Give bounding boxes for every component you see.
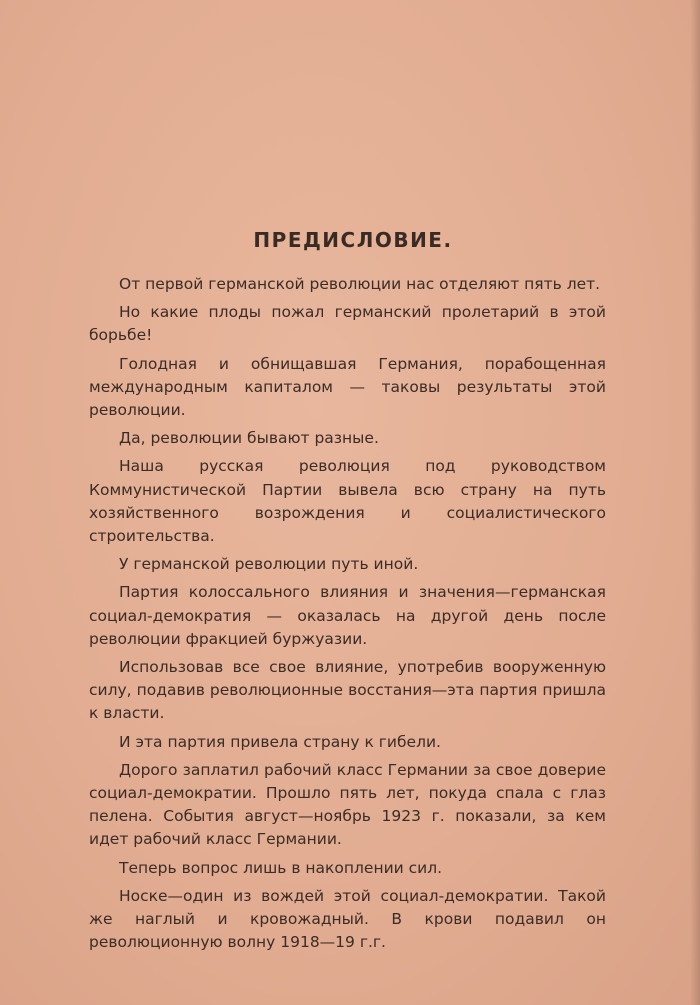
page-heading: ПРЕДИСЛОВИЕ. (253, 228, 453, 252)
paragraph: Носке—один из вождей этой социал-демократии. Такой же наглый и кровожадный. В крови подавил он революционную волну 1918—19 г.г. (89, 886, 606, 952)
paragraph: Использовав все свое влияние, употребив вооруженную силу, подавив революционные восстания—эта партия пришла к власти. (89, 658, 606, 723)
paragraph: Да, революции бывают разные. (119, 429, 379, 448)
page-edge-shadow (690, 0, 700, 1005)
body-text (89, 273, 606, 959)
paragraph: Теперь вопрос лишь в накоплении сил. (119, 858, 443, 877)
paragraph: От первой германской революции нас отделяют пять лет. (119, 275, 601, 293)
paragraph: У германской революции путь иной. (119, 555, 419, 574)
paragraph: Голодная и обнищавшая Германия, порабощенная международным капиталом — таковы результаты этой революции. (89, 354, 606, 420)
paragraph: Наша русская революция под руководством Коммунистической Партии вывела всю страну на путь хозяйственного возрождения и социалистического строительства. (89, 457, 606, 546)
paragraph: Партия колоссального влияния и значения—германская социал-демократия — оказалась на другой день после революции фракцией буржуазии. (89, 583, 606, 648)
paragraph: Дорого заплатил рабочий класс Германии за свое доверие социал-демократии. Прошло пять лет, покуда спала с глаз пелена. События август—ноябрь 1923 г. показали, за кем идет рабочий класс Германии. (89, 760, 606, 849)
paragraph: Но какие плоды пожал германский пролетарий в этой борьбе! (89, 303, 606, 345)
paragraph: И эта партия привела страну к гибели. (119, 732, 441, 751)
